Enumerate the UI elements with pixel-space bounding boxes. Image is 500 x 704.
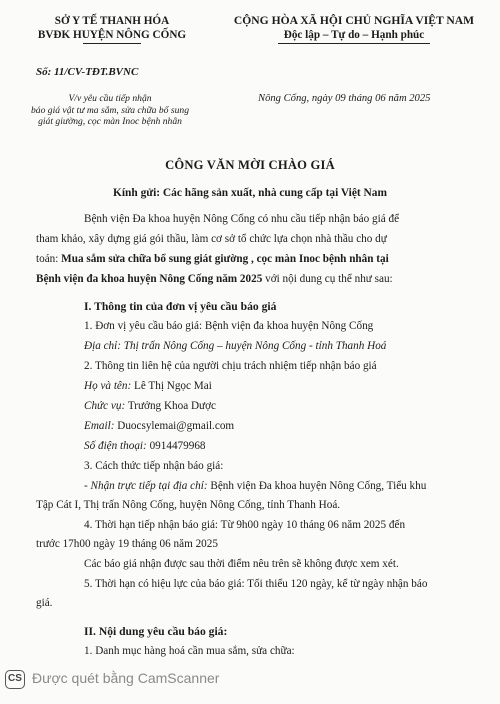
document-number: Số: 11/CV-TĐT.BVNC: [36, 66, 139, 78]
late-submission-note: Các báo giá nhận được sau thời điểm nêu trên sẽ không được xem xét.: [84, 558, 399, 570]
org-line-2: BVĐK HUYỆN NÔNG CỐNG: [37, 29, 187, 41]
date-line: Nông Cống, ngày 09 tháng 06 năm 2025: [258, 93, 431, 104]
nation-line-2: Độc lập – Tự do – Hạnh phúc: [283, 29, 425, 41]
phone-value: 0914479968: [146, 440, 206, 452]
subject-block: [22, 93, 198, 128]
name-label: Họ và tên:: [84, 380, 132, 392]
intro-text: với nội dung cụ thể như sau:: [262, 273, 393, 285]
intro-line-3: [36, 253, 389, 265]
direct-receipt-label: - Nhận trực tiếp tại địa chỉ:: [84, 480, 208, 492]
requesting-unit: 1. Đơn vị yêu cầu báo giá: Bệnh viện đa khoa huyện Nông Cống: [84, 320, 374, 332]
validity-line-2: giá.: [36, 597, 53, 609]
contact-name-line: [84, 380, 212, 392]
subject-line: V/v yêu cầu tiếp nhận: [68, 93, 152, 104]
intro-line-2: tham khảo, xây dựng giá gói thầu, làm cơ sở tổ chức lựa chọn nhà thầu cho dự: [36, 233, 387, 245]
subject-line: giát giường, cọc màn Inoc bệnh nhân: [38, 116, 182, 127]
address-label: Địa chỉ:: [84, 340, 121, 352]
nation-line-1: CỘNG HÒA XÃ HỘI CHỦ NGHĨA VIỆT NAM: [233, 14, 475, 27]
deadline-line-1: 4. Thời hạn tiếp nhận báo giá: Từ 9h00 ngày 10 tháng 06 năm 2025 đến: [84, 519, 406, 531]
intro-line-4: [36, 273, 393, 285]
address-line: [84, 340, 386, 352]
direct-receipt-continuation: Tập Cát I, Thị trấn Nông Cống, huyện Nông Cống, tỉnh Thanh Hoá.: [36, 499, 341, 511]
org-line-1: SỞ Y TẾ THANH HÓA: [54, 15, 170, 27]
position-line: [84, 400, 216, 412]
position-label: Chức vụ:: [84, 400, 126, 412]
position-value: Trưởng Khoa Dược: [125, 400, 216, 412]
intro-emphasis: Bệnh viện đa khoa huyện Nông Cống năm 2025: [36, 273, 263, 285]
issuing-organization: [22, 14, 202, 44]
name-value: Lê Thị Ngọc Mai: [131, 380, 212, 392]
email-value: Duocsylemai@gmail.com: [114, 420, 235, 432]
email-line: [84, 420, 234, 432]
recipient-line: Kính gửi: Các hãng sản xuất, nhà cung cấp tại Việt Nam: [113, 187, 387, 199]
direct-receipt-line: [84, 480, 426, 492]
contact-info-line: 2. Thông tin liên hệ của người chịu trách nhiệm tiếp nhận báo giá: [84, 360, 377, 372]
subject-line: báo giá vật tư ma sắm, sửa chữa bổ sung: [30, 104, 189, 116]
scanner-caption: Được quét bằng CamScanner: [32, 670, 220, 686]
intro-emphasis: Mua sắm sửa chữa bổ sung giát giường , cọc màn Inoc bệnh nhân tại: [61, 253, 389, 265]
validity-line-1: 5. Thời hạn có hiệu lực của báo giá: Tối thiểu 120 ngày, kể từ ngày nhận báo: [84, 578, 428, 590]
phone-label: Số điện thoại:: [84, 440, 147, 452]
section-1-heading: I. Thông tin của đơn vị yêu cầu báo giá: [84, 300, 277, 313]
email-label: Email:: [84, 420, 115, 432]
national-motto: [218, 14, 490, 44]
intro-text: toán:: [36, 253, 62, 265]
section-2-item-1: 1. Danh mục hàng hoá cần mua sắm, sửa chữa:: [84, 645, 295, 657]
document-title: CÔNG VĂN MỜI CHÀO GIÁ: [165, 158, 335, 172]
intro-line-1: Bệnh viện Đa khoa huyện Nông Cống có nhu cầu tiếp nhận báo giá để: [84, 213, 400, 225]
camscanner-logo-icon: CS: [5, 670, 25, 689]
receipt-method-line: 3. Cách thức tiếp nhận báo giá:: [84, 460, 224, 472]
org-underline: [83, 43, 141, 44]
address-value: Thị trấn Nông Cống – huyện Nông Cống - tỉnh Thanh Hoá: [120, 340, 387, 352]
scanner-watermark: [0, 664, 500, 704]
phone-line: [84, 440, 206, 452]
section-2-heading: II. Nội dung yêu cầu báo giá:: [84, 625, 228, 638]
direct-receipt-value: Bệnh viện Đa khoa huyện Nông Cống, Tiểu khu: [207, 480, 427, 492]
deadline-line-2: trước 17h00 ngày 19 tháng 06 năm 2025: [36, 538, 218, 550]
motto-underline: [278, 43, 430, 44]
